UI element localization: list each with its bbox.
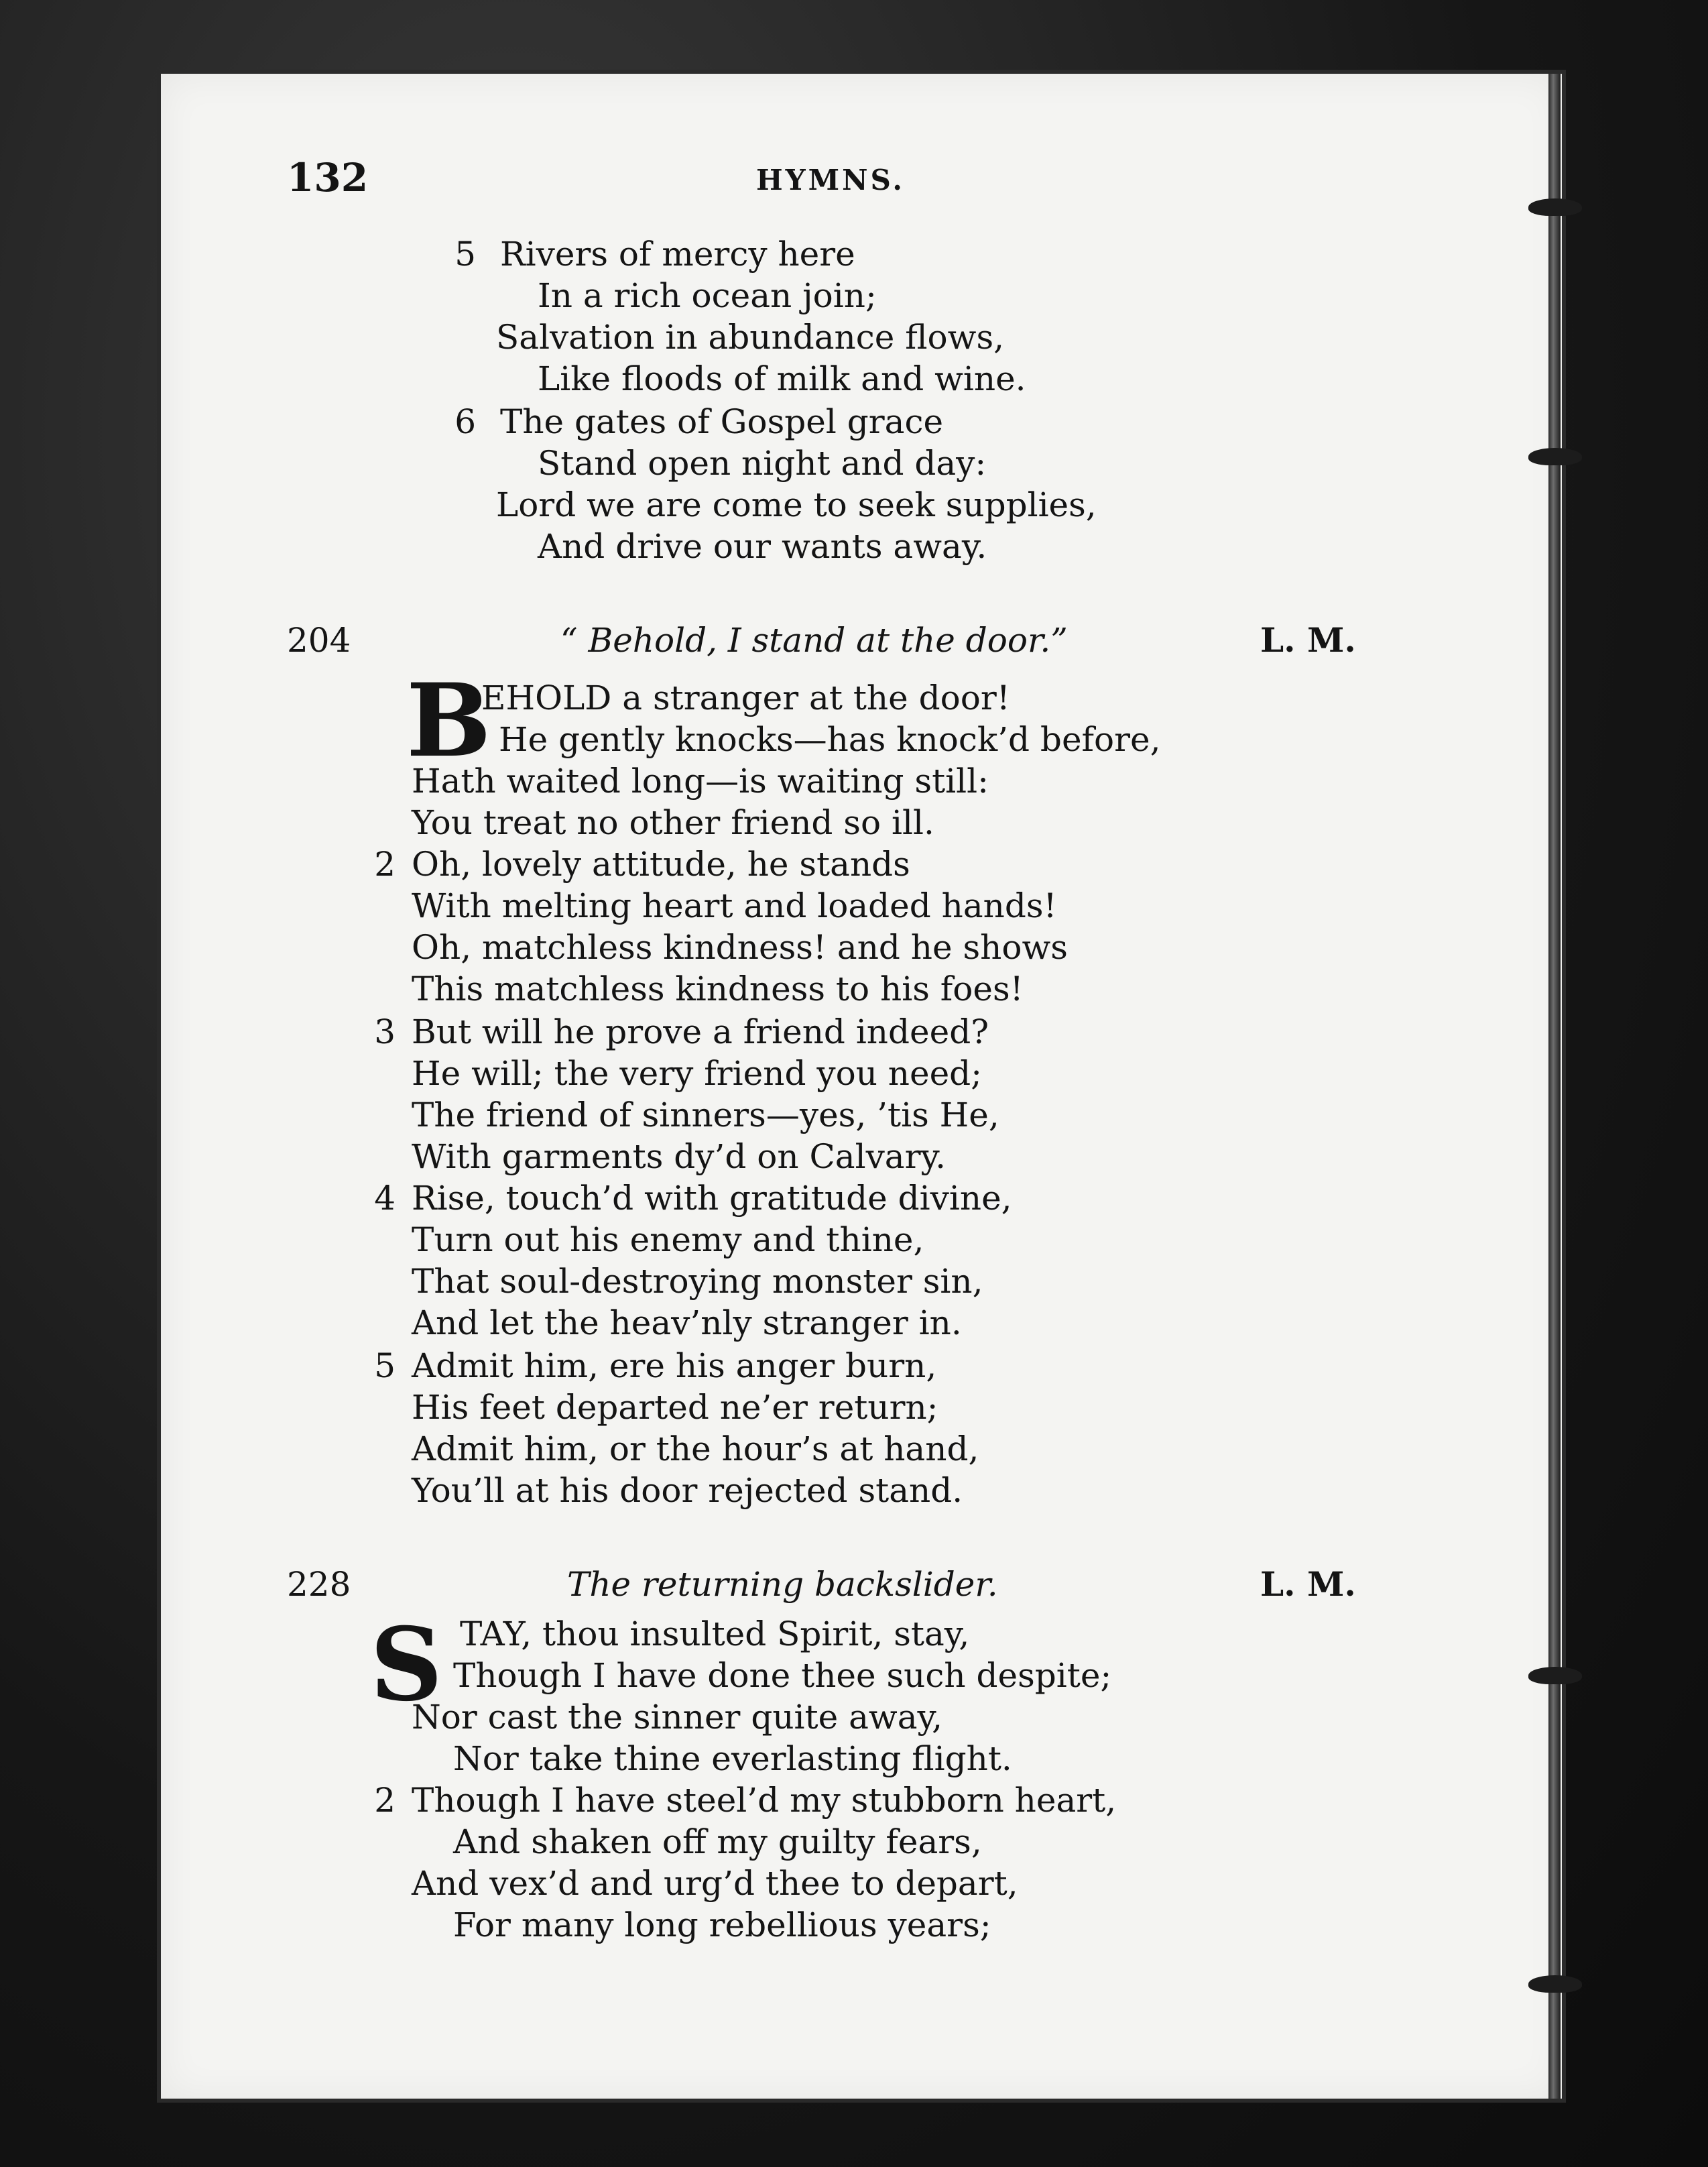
verse-line: He gently knocks—has knock’d before, [499, 720, 1161, 759]
verse-line: TAY, thou insulted Spirit, stay, [460, 1615, 970, 1653]
verse-number: 2 [374, 1781, 395, 1820]
verse-line: Admit him, ere his anger burn, [412, 1346, 937, 1385]
hymn-meter: L. M. [1260, 1564, 1356, 1604]
verse-number: 5 [374, 1346, 395, 1385]
running-title: HYMNS. [756, 164, 906, 196]
verse-line: He will; the very friend you need; [412, 1054, 983, 1093]
verse-line: The gates of Gospel grace [500, 402, 944, 441]
verse-line: Hath waited long—is waiting still: [412, 762, 989, 801]
binding-stitch [1528, 1975, 1582, 1993]
verse-line: You treat no other friend so ill. [412, 803, 934, 842]
verse-line: In a rich ocean join; [538, 276, 877, 315]
verse-line: And drive our wants away. [538, 527, 987, 566]
verse-line: For many long rebellious years; [453, 1906, 991, 1944]
verse-line: Like floods of milk and wine. [538, 359, 1026, 398]
verse-number: 3 [374, 1012, 395, 1051]
binding-stitch [1528, 1667, 1582, 1684]
verse-line: You’ll at his door rejected stand. [412, 1471, 963, 1510]
verse-line: Though I have done thee such despite; [453, 1656, 1112, 1695]
verse-number: 5 [454, 235, 476, 274]
verse-line: Lord we are come to seek supplies, [496, 485, 1097, 524]
binding-stitch [1528, 448, 1582, 465]
drop-cap: B [406, 662, 491, 780]
verse-line: EHOLD a stranger at the door! [481, 679, 1010, 717]
hymn-number: 204 [287, 621, 351, 660]
verse-line: Stand open night and day: [538, 444, 987, 483]
verse-line: The friend of sinners—yes, ’tis He, [412, 1096, 999, 1134]
verse-line: Nor cast the sinner quite away, [412, 1698, 943, 1737]
hymn-meter: L. M. [1260, 620, 1356, 660]
verse-line: That soul-destroying monster sin, [412, 1262, 983, 1301]
hymn-number: 228 [287, 1565, 351, 1604]
page-number: 132 [287, 155, 369, 200]
verse-number: 2 [374, 845, 395, 884]
verse-line: And let the heav’nly stranger in. [412, 1303, 962, 1342]
verse-line: Turn out his enemy and thine, [412, 1220, 924, 1259]
verse-line: Rivers of mercy here [500, 235, 855, 274]
verse-line: Oh, matchless kindness! and he shows [412, 928, 1068, 967]
verse-line: Nor take thine everlasting flight. [453, 1739, 1012, 1778]
verse-line: And shaken off my guilty fears, [453, 1822, 982, 1861]
verse-line: Salvation in abundance flows, [496, 318, 1005, 357]
drop-cap: S [370, 1606, 443, 1724]
verse-number: 6 [454, 402, 476, 441]
hymn-title: The returning backslider. [567, 1565, 998, 1604]
verse-line: Admit him, or the hour’s at hand, [412, 1429, 979, 1468]
verse-line: And vex’d and urg’d thee to depart, [412, 1864, 1018, 1903]
verse-line: With garments dy’d on Calvary. [412, 1137, 947, 1176]
verse-number: 4 [374, 1179, 395, 1218]
verse-line: With melting heart and loaded hands! [412, 886, 1057, 925]
verse-line: Rise, touch’d with gratitude divine, [412, 1179, 1012, 1218]
verse-line: Oh, lovely attitude, he stands [412, 845, 910, 884]
verse-line: But will he prove a friend indeed? [412, 1012, 989, 1051]
verse-line: His feet departed ne’er return; [412, 1388, 938, 1427]
binding-stitch [1528, 198, 1582, 216]
verse-line: Though I have steel’d my stubborn heart, [412, 1781, 1117, 1820]
book-binding [1548, 74, 1561, 2099]
hymn-title: “ Behold, I stand at the door.” [560, 621, 1068, 660]
verse-line: This matchless kindness to his foes! [412, 970, 1024, 1008]
